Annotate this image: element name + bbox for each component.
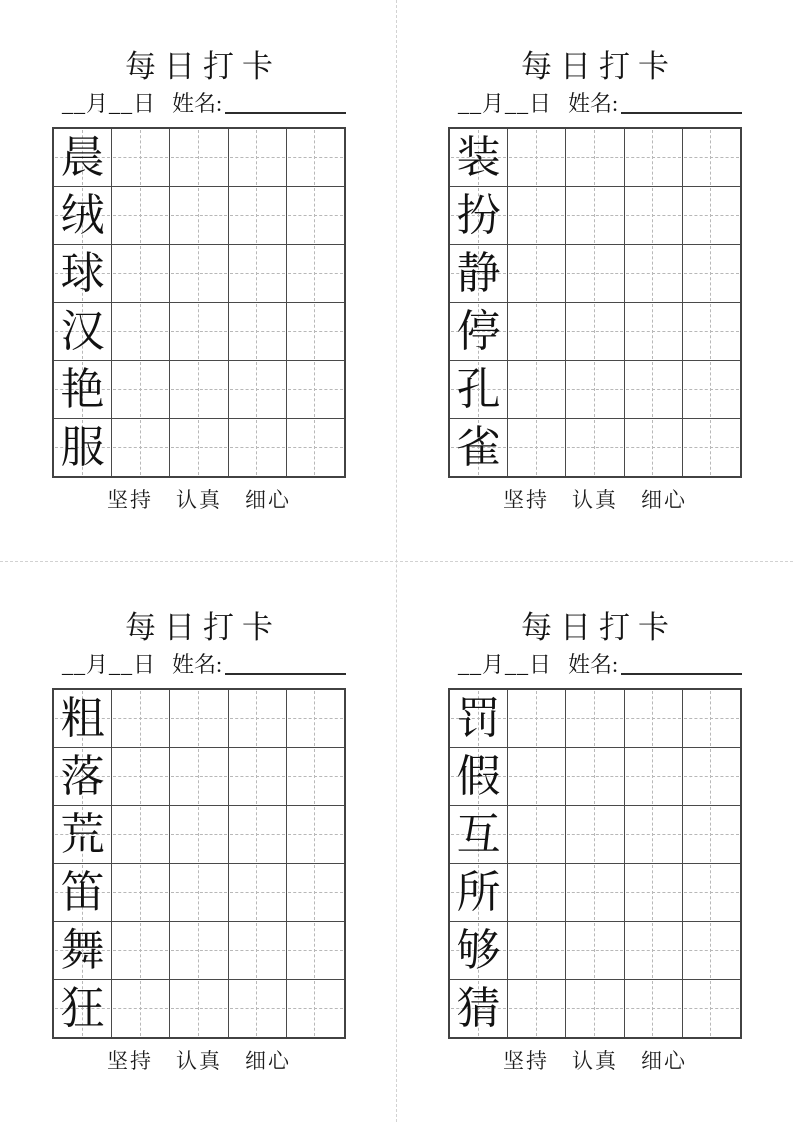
practice-cell <box>170 922 227 979</box>
practice-cell <box>566 748 623 805</box>
practice-cell <box>229 690 286 747</box>
practice-cell <box>683 361 740 418</box>
practice-cell <box>508 980 565 1037</box>
practice-cell <box>566 245 623 302</box>
practice-cell <box>112 361 169 418</box>
practice-cell <box>112 748 169 805</box>
name-label: 姓名: <box>172 652 223 677</box>
character-cell <box>450 361 507 418</box>
date-name-line <box>52 651 346 679</box>
practice-cell <box>287 690 344 747</box>
practice-grid <box>52 688 346 1039</box>
motto-word: 认真 <box>176 1049 222 1073</box>
practice-cell <box>229 129 286 186</box>
model-character: 互 <box>456 809 501 859</box>
card-title: 每日打卡 <box>125 610 281 645</box>
practice-cell <box>625 690 682 747</box>
practice-cell <box>683 864 740 921</box>
practice-cell <box>170 806 227 863</box>
character-cell <box>54 806 111 863</box>
practice-cell <box>287 922 344 979</box>
model-character: 扮 <box>456 190 501 240</box>
model-character: 笛 <box>60 867 105 917</box>
practice-cell <box>683 129 740 186</box>
worksheet-card-bottom-right <box>396 561 793 1122</box>
motto-word: 细心 <box>641 488 687 512</box>
character-cell <box>54 187 111 244</box>
practice-cell <box>683 922 740 979</box>
card-title: 每日打卡 <box>521 610 677 645</box>
character-cell <box>54 361 111 418</box>
practice-cell <box>508 303 565 360</box>
character-cell <box>54 129 111 186</box>
practice-cell <box>287 748 344 805</box>
practice-cell <box>112 980 169 1037</box>
character-cell <box>450 980 507 1037</box>
practice-cell <box>229 922 286 979</box>
name-label: 姓名: <box>568 652 619 677</box>
practice-cell <box>625 419 682 476</box>
motto-word: 坚持 <box>503 488 549 512</box>
character-cell <box>54 245 111 302</box>
model-character: 绒 <box>60 190 105 240</box>
practice-cell <box>112 419 169 476</box>
practice-cell <box>112 245 169 302</box>
name-underline <box>621 112 742 114</box>
character-cell <box>450 303 507 360</box>
practice-cell <box>508 129 565 186</box>
practice-cell <box>508 922 565 979</box>
model-character: 猜 <box>456 983 501 1033</box>
practice-cell <box>170 303 227 360</box>
practice-cell <box>287 187 344 244</box>
motto-word: 细心 <box>641 1049 687 1073</box>
practice-cell <box>508 806 565 863</box>
practice-cell <box>229 245 286 302</box>
model-character: 汉 <box>60 306 105 356</box>
practice-cell <box>112 806 169 863</box>
model-character: 舞 <box>60 925 105 975</box>
name-label: 姓名: <box>172 91 223 116</box>
practice-cell <box>683 187 740 244</box>
name-label: 姓名: <box>568 91 619 116</box>
practice-cell <box>566 980 623 1037</box>
character-cell <box>450 419 507 476</box>
practice-cell <box>683 980 740 1037</box>
practice-cell <box>170 690 227 747</box>
practice-cell <box>112 922 169 979</box>
practice-cell <box>566 187 623 244</box>
model-character: 雀 <box>456 422 501 472</box>
card-title: 每日打卡 <box>521 49 677 84</box>
practice-cell <box>112 690 169 747</box>
practice-cell <box>625 864 682 921</box>
practice-cell <box>508 187 565 244</box>
date-name-line <box>52 90 346 118</box>
worksheet-card-top-right <box>396 0 793 561</box>
practice-cell <box>625 129 682 186</box>
model-character: 孔 <box>456 364 501 414</box>
practice-cell <box>229 303 286 360</box>
model-character: 够 <box>456 925 501 975</box>
practice-cell <box>170 245 227 302</box>
footer-motto <box>448 487 742 513</box>
model-character: 晨 <box>60 132 105 182</box>
practice-cell <box>170 129 227 186</box>
character-cell <box>450 129 507 186</box>
practice-cell <box>625 245 682 302</box>
practice-cell <box>566 922 623 979</box>
practice-cell <box>566 129 623 186</box>
practice-cell <box>170 864 227 921</box>
motto-word: 细心 <box>245 488 291 512</box>
worksheet-card-top-left <box>0 0 397 561</box>
practice-cell <box>508 245 565 302</box>
practice-cell <box>229 187 286 244</box>
practice-cell <box>625 361 682 418</box>
practice-cell <box>566 864 623 921</box>
model-character: 粗 <box>60 693 105 743</box>
practice-cell <box>287 806 344 863</box>
footer-motto <box>448 1048 742 1074</box>
motto-word: 坚持 <box>107 488 153 512</box>
practice-cell <box>287 129 344 186</box>
practice-grid <box>448 688 742 1039</box>
practice-cell <box>566 303 623 360</box>
practice-cell <box>170 419 227 476</box>
motto-word: 认真 <box>572 488 618 512</box>
model-character: 艳 <box>60 364 105 414</box>
practice-cell <box>170 361 227 418</box>
motto-word: 坚持 <box>107 1049 153 1073</box>
character-cell <box>54 419 111 476</box>
motto-word: 细心 <box>245 1049 291 1073</box>
character-cell <box>54 980 111 1037</box>
date-name-line <box>448 651 742 679</box>
practice-cell <box>566 361 623 418</box>
practice-cell <box>508 690 565 747</box>
date-blanks: __月__日 <box>458 652 553 677</box>
practice-cell <box>625 748 682 805</box>
practice-cell <box>625 187 682 244</box>
practice-cell <box>287 303 344 360</box>
practice-cell <box>112 129 169 186</box>
motto-word: 认真 <box>176 488 222 512</box>
character-cell <box>54 690 111 747</box>
practice-cell <box>683 245 740 302</box>
practice-cell <box>112 303 169 360</box>
practice-cell <box>229 980 286 1037</box>
model-character: 球 <box>60 248 105 298</box>
character-cell <box>54 303 111 360</box>
model-character: 服 <box>60 422 105 472</box>
name-underline <box>225 112 346 114</box>
model-character: 狂 <box>60 983 105 1033</box>
date-name-line <box>448 90 742 118</box>
practice-cell <box>683 748 740 805</box>
practice-grid <box>448 127 742 478</box>
practice-cell <box>566 419 623 476</box>
practice-cell <box>625 806 682 863</box>
practice-cell <box>170 980 227 1037</box>
practice-cell <box>229 806 286 863</box>
date-blanks: __月__日 <box>62 652 157 677</box>
practice-cell <box>508 748 565 805</box>
practice-cell <box>625 303 682 360</box>
practice-cell <box>229 748 286 805</box>
character-cell <box>450 864 507 921</box>
footer-motto <box>52 1048 346 1074</box>
character-cell <box>450 245 507 302</box>
date-blanks: __月__日 <box>458 91 553 116</box>
model-character: 停 <box>456 306 501 356</box>
character-cell <box>450 806 507 863</box>
footer-motto <box>52 487 346 513</box>
practice-cell <box>170 187 227 244</box>
model-character: 假 <box>456 751 501 801</box>
date-blanks: __月__日 <box>62 91 157 116</box>
practice-cell <box>508 361 565 418</box>
practice-cell <box>683 419 740 476</box>
practice-cell <box>170 748 227 805</box>
character-cell <box>54 748 111 805</box>
practice-cell <box>625 980 682 1037</box>
model-character: 所 <box>456 867 501 917</box>
motto-word: 认真 <box>572 1049 618 1073</box>
character-cell <box>54 864 111 921</box>
practice-cell <box>566 690 623 747</box>
practice-cell <box>287 980 344 1037</box>
character-cell <box>450 690 507 747</box>
model-character: 落 <box>60 751 105 801</box>
card-title: 每日打卡 <box>125 49 281 84</box>
practice-cell <box>625 922 682 979</box>
practice-cell <box>287 864 344 921</box>
practice-cell <box>229 864 286 921</box>
character-cell <box>450 187 507 244</box>
practice-cell <box>683 806 740 863</box>
practice-grid <box>52 127 346 478</box>
model-character: 静 <box>456 248 501 298</box>
model-character: 装 <box>456 132 501 182</box>
practice-cell <box>508 419 565 476</box>
name-underline <box>621 673 742 675</box>
practice-cell <box>112 187 169 244</box>
character-cell <box>450 748 507 805</box>
practice-cell <box>566 806 623 863</box>
character-cell <box>54 922 111 979</box>
practice-cell <box>287 361 344 418</box>
practice-cell <box>287 245 344 302</box>
worksheet-card-bottom-left <box>0 561 397 1122</box>
model-character: 荒 <box>60 809 105 859</box>
motto-word: 坚持 <box>503 1049 549 1073</box>
practice-cell <box>683 690 740 747</box>
practice-cell <box>508 864 565 921</box>
practice-cell <box>229 361 286 418</box>
practice-cell <box>287 419 344 476</box>
model-character: 罚 <box>456 693 501 743</box>
name-underline <box>225 673 346 675</box>
practice-cell <box>683 303 740 360</box>
practice-cell <box>229 419 286 476</box>
practice-cell <box>112 864 169 921</box>
character-cell <box>450 922 507 979</box>
